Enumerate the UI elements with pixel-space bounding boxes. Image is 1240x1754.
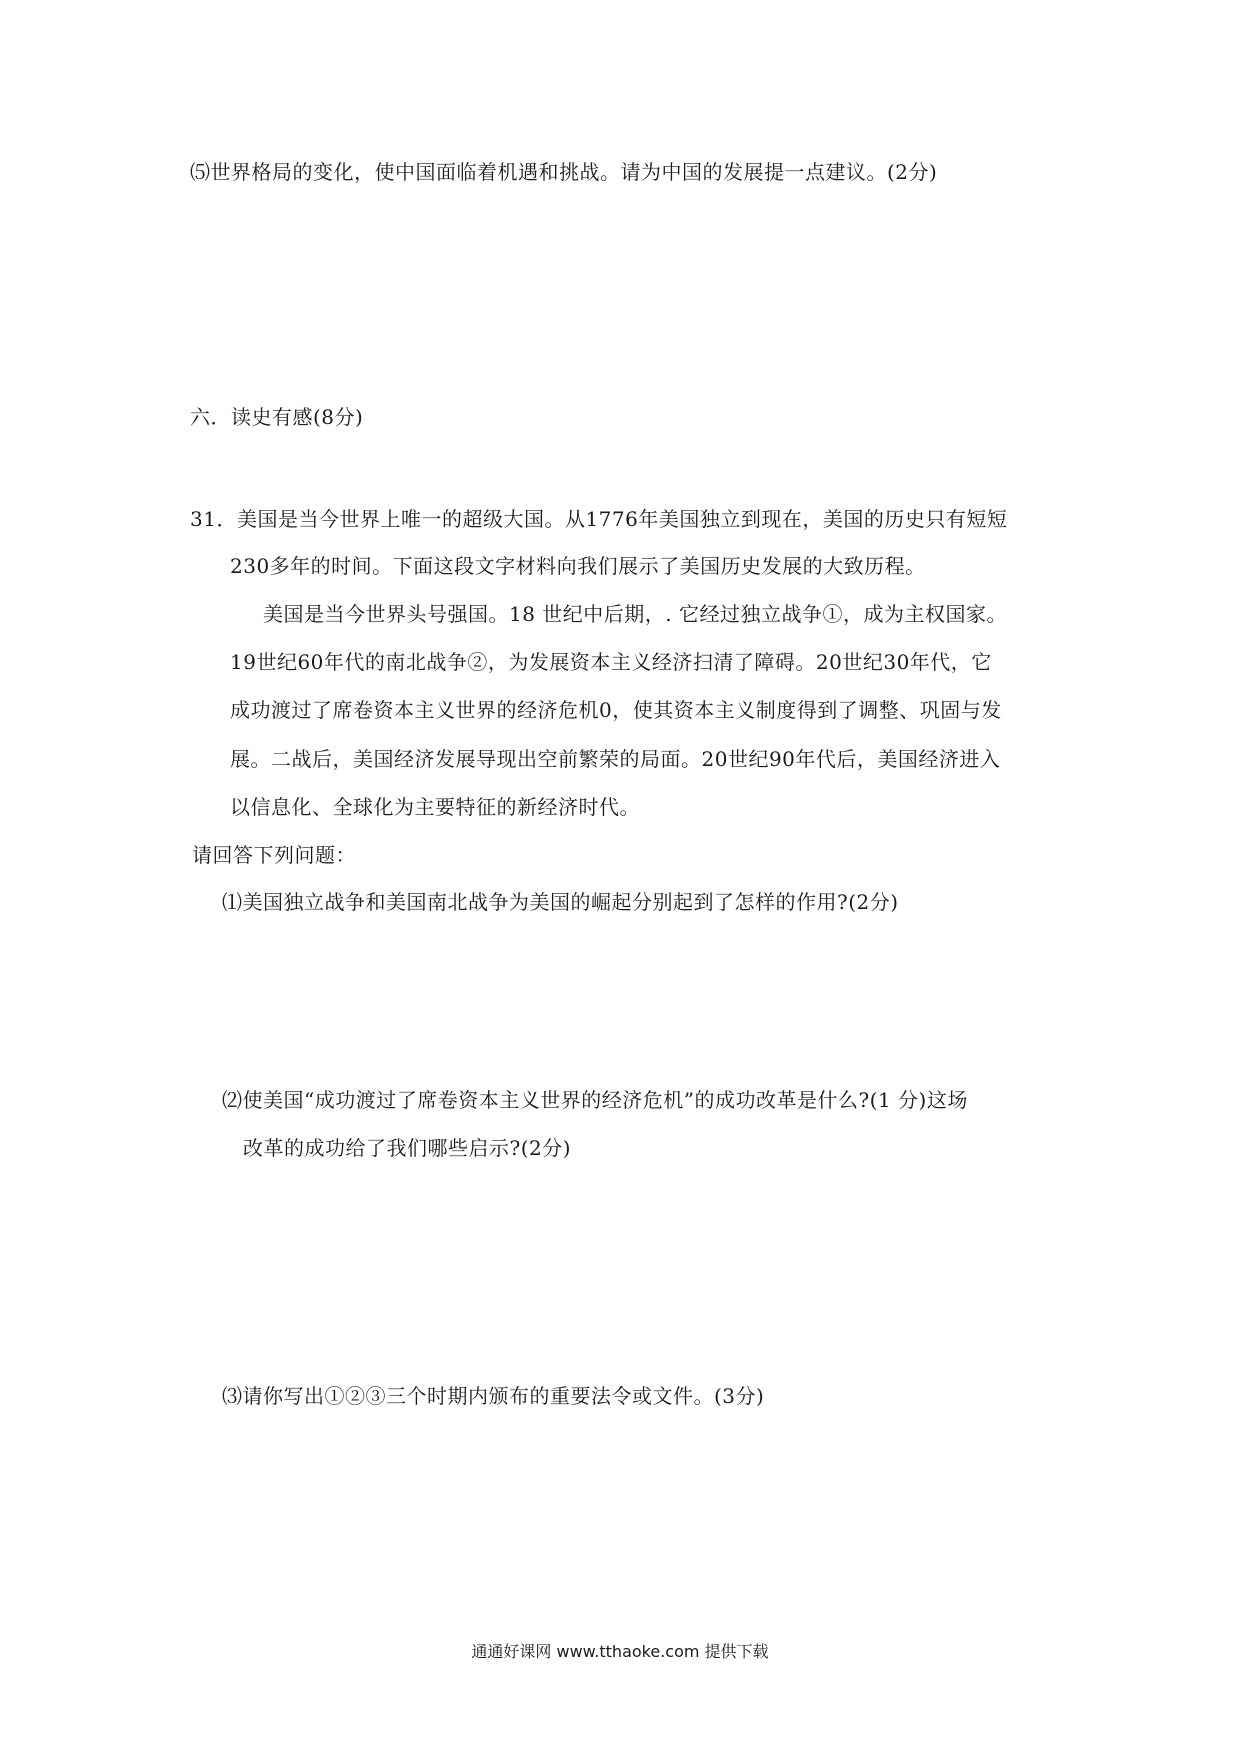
material-line-3: 成功渡过了席卷资本主义世界的经济危机0，使其资本主义制度得到了调整、巩固与发 — [230, 698, 1002, 722]
sub-question-2-line-1: ⑵使美国“成功渡过了席卷资本主义世界的经济危机”的成功改革是什么?(1 分)这场 — [222, 1088, 968, 1112]
answer-prompt: 请回答下列问题： — [192, 843, 356, 867]
material-line-5: 以信息化、全球化为主要特征的新经济时代。 — [230, 795, 640, 819]
sub-question-3: ⑶请你写出①②③三个时期内颁布的重要法令或文件。(3分) — [222, 1384, 765, 1408]
material-line-2: 19世纪60年代的南北战争②，为发展资本主义经济扫清了障碍。20世纪30年代，它 — [230, 650, 992, 674]
sub-question-1: ⑴美国独立战争和美国南北战争为美国的崛起分别起到了怎样的作用?(2分) — [222, 890, 899, 914]
question-31-intro-line-1: 31．美国是当今世界上唯一的超级大国。从1776年美国独立到现在，美国的历史只有短短 — [190, 507, 1008, 531]
page-footer: 通通好课网 www.tthaoke.com 提供下载 — [471, 1642, 769, 1661]
question-31-intro-line-2: 230多年的时间。下面这段文字材料向我们展示了美国历史发展的大致历程。 — [230, 554, 926, 578]
question-5: ⑸世界格局的变化，使中国面临着机遇和挑战。请为中国的发展提一点建议。(2分) — [190, 160, 938, 184]
material-line-1: 美国是当今世界头号强国。18 世纪中后期，. 它经过独立战争①，成为主权国家。 — [263, 602, 1008, 626]
section-six-heading: 六．读史有感(8分) — [190, 405, 364, 429]
sub-question-2-line-2: 改革的成功给了我们哪些启示?(2分) — [243, 1136, 572, 1160]
material-line-4: 展。二战后，美国经济发展导现出空前繁荣的局面。20世纪90年代后，美国经济进入 — [230, 747, 1001, 771]
